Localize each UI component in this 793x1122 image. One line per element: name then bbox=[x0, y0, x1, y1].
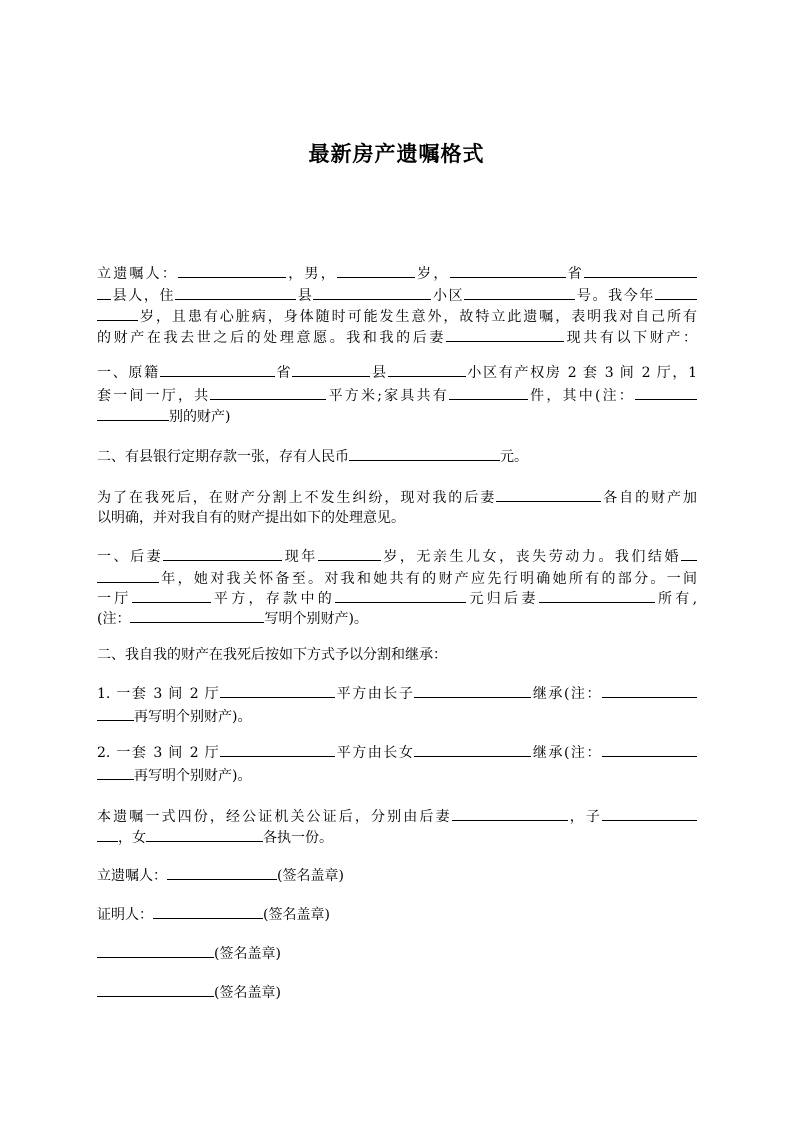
intro-line-4: 的财产在我去世之后的处理意愿。我和我的后妻 现共有以下财产： bbox=[97, 326, 697, 346]
blank-wife-name-3[interactable] bbox=[163, 545, 282, 561]
blank-marriage-years-cont[interactable] bbox=[97, 567, 159, 583]
blank-origin-county[interactable] bbox=[292, 361, 370, 377]
son-line-1: 1. 一套 3 间 2 厅 平方由长子 继承(注： bbox=[97, 682, 697, 702]
blank-number[interactable] bbox=[464, 284, 575, 300]
blank-testator-name[interactable] bbox=[178, 262, 286, 278]
blank-district[interactable] bbox=[313, 284, 431, 300]
blank-son-note[interactable] bbox=[602, 682, 697, 698]
signature-witness-3: (签名盖章) bbox=[97, 981, 697, 1001]
wife-line-1: 一、后妻 现年 岁，无亲生儿女，丧失劳动力。我们结婚 bbox=[97, 545, 697, 565]
blank-current-age[interactable] bbox=[655, 284, 697, 300]
blank-note-cont[interactable] bbox=[97, 405, 169, 421]
blank-origin-province[interactable] bbox=[160, 361, 275, 377]
intro-line-1: 立遗嘱人： ，男， 岁， 省 bbox=[97, 262, 697, 282]
blank-testator-signature[interactable] bbox=[167, 864, 277, 880]
blank-furniture-count[interactable] bbox=[449, 384, 528, 400]
blank-copy-wife[interactable] bbox=[452, 805, 568, 821]
signature-witness-2: (签名盖章) bbox=[97, 942, 697, 962]
blank-residence[interactable] bbox=[175, 284, 296, 300]
daughter-line-1: 2. 一套 3 间 2 厅 平方由长女 继承(注： bbox=[97, 741, 697, 761]
daughter-line-2: 再写明个别财产)。 bbox=[97, 764, 697, 784]
blank-wife-age[interactable] bbox=[318, 545, 381, 561]
blank-daughter-note-cont[interactable] bbox=[97, 764, 134, 780]
son-line-2: 再写明个别财产)。 bbox=[97, 705, 697, 725]
blank-daughter-name[interactable] bbox=[414, 741, 531, 757]
inheritance-heading: 二、我自我的财产在我死后按如下方式予以分割和继承： bbox=[97, 647, 447, 663]
blank-county[interactable] bbox=[584, 262, 697, 278]
blank-marriage-years[interactable] bbox=[681, 545, 697, 561]
copies-line-2: ，女 各执一份。 bbox=[97, 826, 697, 846]
intro-line-2: 县人，住 县 小区 号。我今年 bbox=[97, 284, 697, 304]
copies-line-1: 本遗嘱一式四份，经公证机关公证后，分别由后妻 ，子 bbox=[97, 805, 697, 825]
property-line-3: 别的财产) bbox=[97, 405, 697, 425]
intro-line-3: 岁，且患有心脏病，身体随时可能发生意外，故特立此遗嘱，表明我对自己所有 bbox=[97, 305, 697, 325]
blank-witness-2-signature[interactable] bbox=[97, 942, 214, 958]
blank-wife-name-2[interactable] bbox=[496, 486, 601, 502]
blank-copy-son[interactable] bbox=[602, 805, 697, 821]
deposit-line: 二、有县银行定期存款一张，存有人民币 元。 bbox=[97, 445, 697, 465]
wife-line-2: 年，她对我关怀备至。对我和她共有的财产应先行明确她所有的部分。一间 bbox=[97, 567, 697, 587]
document-title: 最新房产遗嘱格式 bbox=[308, 142, 485, 166]
blank-wife-name[interactable] bbox=[446, 326, 564, 342]
blank-note[interactable] bbox=[635, 384, 697, 400]
property-line-2: 套一间一厅，共 平方米;家具共有 件，其中(注： bbox=[97, 384, 697, 404]
blank-deposit-amount[interactable] bbox=[349, 445, 500, 461]
blank-age[interactable] bbox=[337, 262, 415, 278]
blank-county-cont[interactable] bbox=[97, 284, 111, 300]
blank-area[interactable] bbox=[210, 384, 326, 400]
wife-line-3: 一厅 平方，存款中的 元归后妻 所有, bbox=[97, 587, 697, 607]
blank-origin-district[interactable] bbox=[388, 361, 466, 377]
purpose-line-1: 为了在我死后，在财产分割上不发生纠纷，现对我的后妻 各自的财产加 bbox=[97, 486, 697, 506]
property-line-1: 一、原籍 省 县 小区有产权房 2 套 3 间 2 厅，1 bbox=[97, 361, 697, 381]
blank-son-note-cont[interactable] bbox=[97, 705, 134, 721]
blank-daughter-area[interactable] bbox=[220, 741, 335, 757]
signature-testator: 立遗嘱人： (签名盖章) bbox=[97, 864, 697, 884]
blank-province[interactable] bbox=[450, 262, 566, 278]
signature-witness-1: 证明人： (签名盖章) bbox=[97, 903, 697, 923]
blank-witness-signature[interactable] bbox=[153, 903, 263, 919]
blank-room-area[interactable] bbox=[132, 587, 211, 603]
blank-current-age-cont[interactable] bbox=[97, 305, 138, 321]
blank-wife-name-4[interactable] bbox=[539, 587, 655, 603]
blank-copy-son-cont[interactable] bbox=[97, 826, 118, 842]
blank-copy-daughter[interactable] bbox=[146, 826, 263, 842]
blank-wife-note[interactable] bbox=[130, 607, 264, 623]
blank-son-area[interactable] bbox=[220, 682, 335, 698]
blank-son-name[interactable] bbox=[414, 682, 531, 698]
purpose-line-2: 以明确，并对我自有的财产提出如下的处理意见。 bbox=[97, 510, 405, 526]
blank-deposit-share[interactable] bbox=[335, 587, 466, 603]
wife-line-4: (注： 写明个别财产)。 bbox=[97, 607, 697, 627]
blank-daughter-note[interactable] bbox=[602, 741, 697, 757]
blank-witness-3-signature[interactable] bbox=[97, 981, 214, 997]
